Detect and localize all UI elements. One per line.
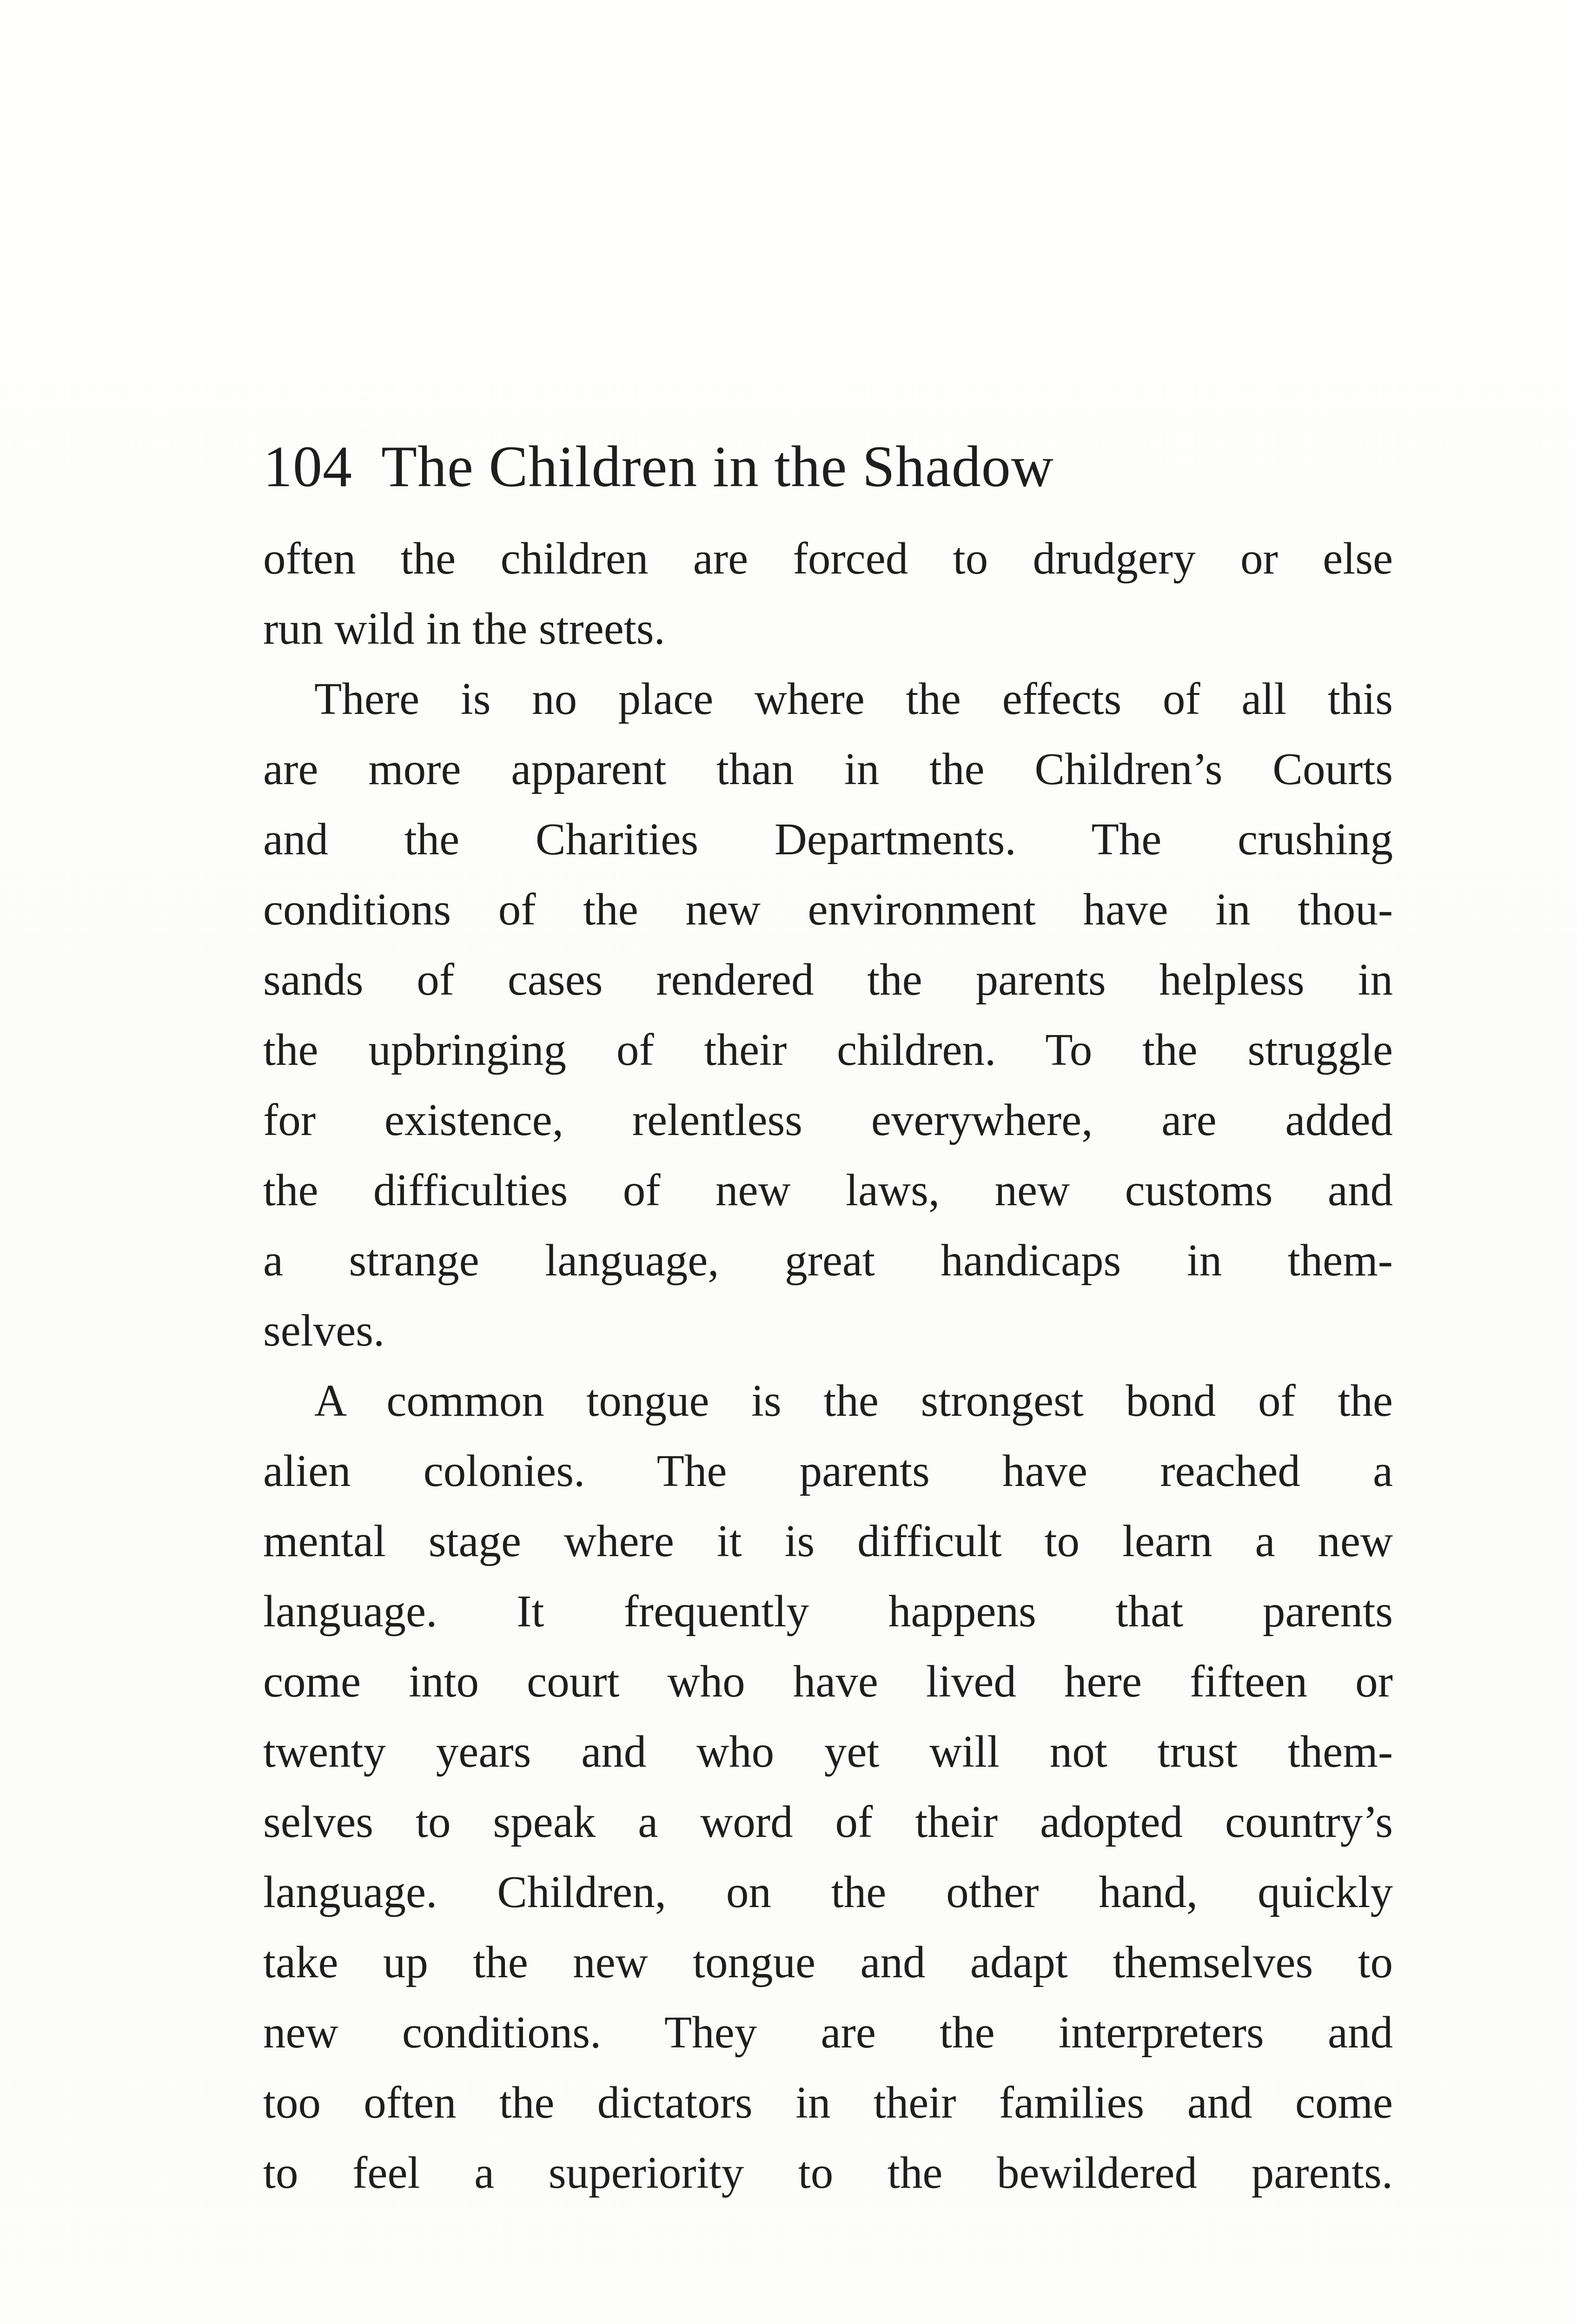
text-line: language. Children, on the other hand, quickly xyxy=(263,1867,1393,1917)
text-line: the difficulties of new laws, new customs and xyxy=(263,1165,1393,1215)
running-title: The Children in the Shadow xyxy=(381,435,1054,499)
text-line: There is no place where the effects of all this xyxy=(314,674,1393,724)
text-line: alien colonies. The parents have reached a xyxy=(263,1446,1393,1496)
text-line: come into court who have lived here fifteen or xyxy=(263,1657,1393,1706)
text-line: conditions of the new environment have in thou- xyxy=(263,885,1393,934)
text-line: selves. xyxy=(263,1306,385,1355)
text-line: A common tongue is the strongest bond of the xyxy=(314,1376,1393,1426)
text-line: for existence, relentless everywhere, are added xyxy=(263,1095,1393,1145)
text-line: mental stage where it is difficult to learn a new xyxy=(263,1516,1393,1566)
text-line: sands of cases rendered the parents helpless in xyxy=(263,955,1393,1004)
text-line: too often the dictators in their families and come xyxy=(263,2078,1393,2127)
text-line: new conditions. They are the interpreters and xyxy=(263,2007,1393,2057)
running-header xyxy=(263,421,1398,514)
text-line: to feel a superiority to the bewildered parents. xyxy=(263,2148,1393,2198)
text-line: and the Charities Departments. The crushing xyxy=(263,814,1393,864)
text-line: run wild in the streets. xyxy=(263,604,665,654)
text-line: often the children are forced to drudgery or else xyxy=(263,534,1393,583)
text-line: selves to speak a word of their adopted country’s xyxy=(263,1797,1393,1847)
text-line: twenty years and who yet will not trust them- xyxy=(263,1727,1393,1776)
text-line: the upbringing of their children. To the struggle xyxy=(263,1025,1393,1075)
page-number: 104 xyxy=(263,435,352,499)
text-line: a strange language, great handicaps in them- xyxy=(263,1235,1393,1285)
text-line: are more apparent than in the Children’s Courts xyxy=(263,744,1393,794)
text-line: language. It frequently happens that parents xyxy=(263,1586,1393,1636)
text-line: take up the new tongue and adapt themselves to xyxy=(263,1937,1393,1987)
body-text xyxy=(263,523,1393,2208)
